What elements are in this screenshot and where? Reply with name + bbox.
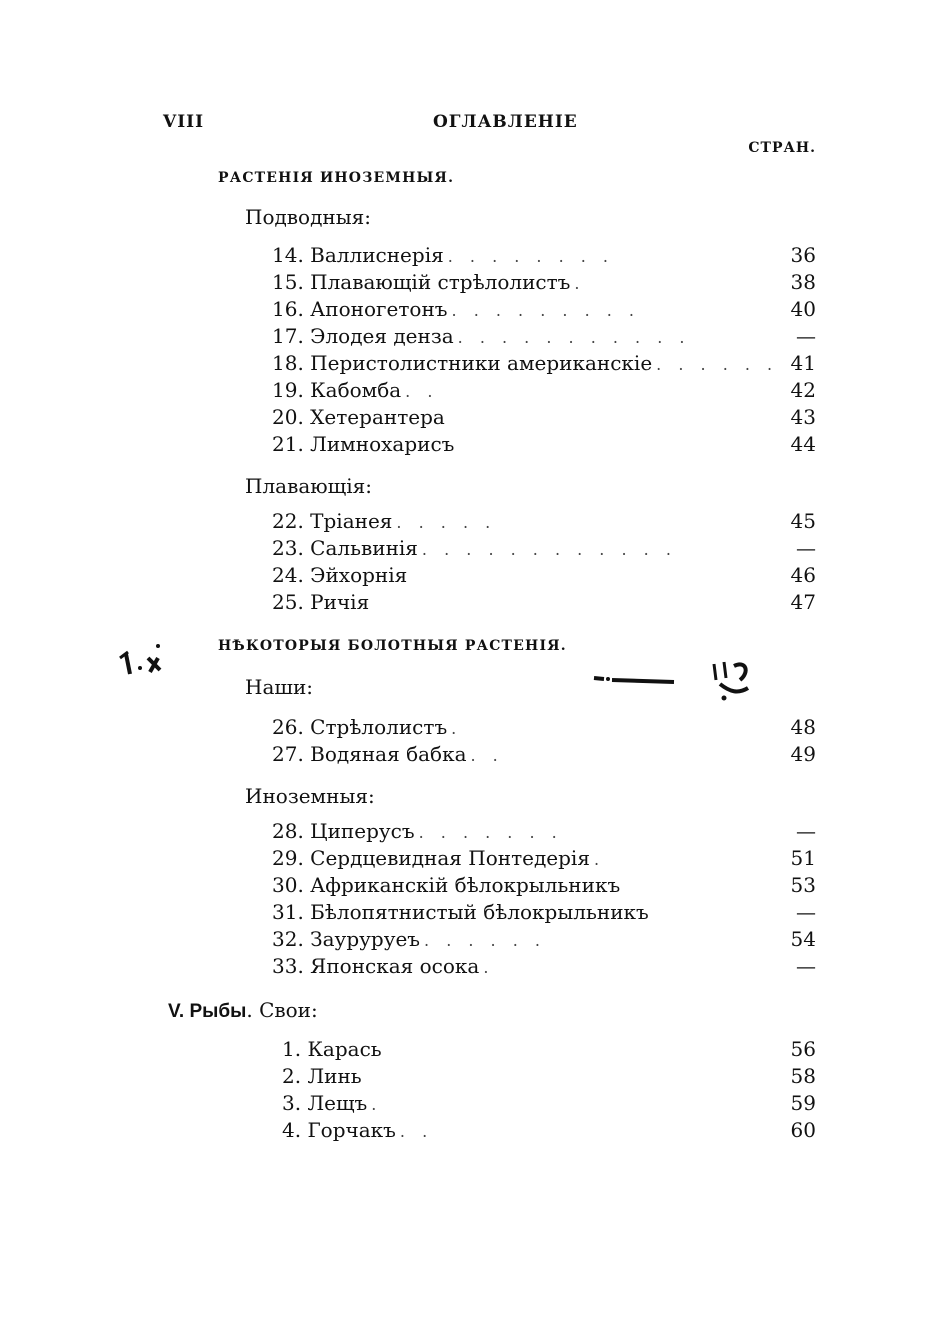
toc-entry [0, 536, 936, 563]
toc-entry [0, 900, 936, 927]
toc-entry [0, 324, 936, 351]
toc-entry [0, 243, 936, 270]
entry-title: 1. Карась [282, 1037, 382, 1061]
entry-title: 21. Лимнохарисъ [272, 432, 455, 456]
handwritten-annotation-right [704, 658, 760, 702]
entry-page: 48 [790, 715, 816, 739]
entry-title: 15. Плавающій стрѣлолистъ [272, 270, 571, 294]
toc-entry [0, 873, 936, 900]
entry-page: 59 [790, 1091, 816, 1115]
entry-title: 23. Сальвинія [272, 536, 418, 560]
entry-page: 54 [790, 927, 816, 951]
entry-page: 42 [790, 378, 816, 402]
leader-dots: . [593, 850, 606, 869]
chapter-subtitle: . Свои: [246, 998, 318, 1022]
toc-entry [0, 432, 936, 459]
toc-entry [0, 563, 936, 590]
entry-page: 56 [790, 1037, 816, 1061]
entry-title: 28. Циперусъ [272, 819, 415, 843]
entry-title: 32. Зауруруеъ [272, 927, 421, 951]
entry-page: — [796, 324, 816, 348]
entry-page: — [796, 900, 816, 924]
entry-title: 14. Валлиснерія [272, 243, 444, 267]
entry-page: 46 [790, 563, 816, 587]
subsection-foreign: Иноземныя: [245, 784, 375, 808]
entry-title: 22. Тріанея [272, 509, 393, 533]
entry-title: 31. Бѣлопятнистый бѣлокрыльникъ [272, 900, 649, 924]
entry-title: 18. Перистолистники американскіе [272, 351, 653, 375]
entry-page: 53 [790, 873, 816, 897]
section-foreign-plants: РАСТЕНІЯ ИНОЗЕМНЫЯ. [218, 170, 455, 186]
entry-page: 51 [790, 846, 816, 870]
subsection-floating: Плавающія: [245, 474, 373, 498]
toc-entry [0, 1064, 936, 1091]
pages-column-label: СТРАН. [748, 140, 816, 156]
leader-dots: . [483, 958, 495, 977]
entry-title: 30. Африканскій бѣлокрыльникъ [272, 873, 621, 897]
leader-dots: . . . . . . . . . . . . [421, 540, 677, 559]
handwritten-dash [590, 668, 680, 690]
entry-page: 41 [790, 351, 816, 375]
entry-page: — [796, 954, 816, 978]
entry-title: 19. Кабомба [272, 378, 402, 402]
chapter-heading [168, 998, 318, 1023]
entry-title: 16. Апоногетонъ [272, 297, 448, 321]
leader-dots: . . . . . . [656, 355, 779, 374]
leader-dots: . [451, 719, 463, 738]
entry-title: 4. Горчакъ [282, 1118, 396, 1142]
folio-number: VIII [163, 112, 205, 132]
leader-dots: . [574, 274, 586, 293]
entry-title: 3. Лещъ [282, 1091, 368, 1115]
entry-page: 40 [790, 297, 816, 321]
toc-entry [0, 927, 936, 954]
entry-title: 29. Сердцевидная Понтедерія [272, 846, 590, 870]
toc-entry [0, 819, 936, 846]
leader-dots: . . . . . . . . . [451, 301, 640, 320]
entry-page: 58 [790, 1064, 816, 1088]
entry-title: 20. Хетерантера [272, 405, 445, 429]
toc-entry [0, 351, 936, 378]
leader-dots: . . . . . . . [418, 823, 563, 842]
leader-dots: . . . . . . . . [447, 247, 615, 266]
toc-entry [0, 846, 936, 873]
subsection-submerged: Подводныя: [245, 205, 372, 229]
toc-entry [0, 1091, 936, 1118]
toc-entry [0, 954, 936, 981]
running-title: ОГЛАВЛЕНІЕ [433, 112, 578, 132]
entry-page: 36 [790, 243, 816, 267]
chapter-label: V. Рыбы [168, 1001, 247, 1022]
toc-entry [0, 590, 936, 617]
entry-page: 47 [790, 590, 816, 614]
entry-page: 43 [790, 405, 816, 429]
entry-page: 49 [790, 742, 816, 766]
entry-title: 17. Элодея денза [272, 324, 454, 348]
toc-entry [0, 297, 936, 324]
leader-dots: . . . . . . [424, 931, 546, 950]
entry-title: 25. Ричія [272, 590, 370, 614]
toc-entry [0, 715, 936, 742]
entry-title: 27. Водяная бабка [272, 742, 467, 766]
toc-entry [0, 509, 936, 536]
entry-page: 38 [790, 270, 816, 294]
toc-entry [0, 742, 936, 769]
toc-entry [0, 1118, 936, 1145]
toc-entry [0, 270, 936, 297]
entry-title: 26. Стрѣлолистъ [272, 715, 448, 739]
toc-entry [0, 1037, 936, 1064]
leader-dots: . [371, 1095, 383, 1114]
entry-page: — [796, 819, 816, 843]
section-marsh-plants: НѢКОТОРЫЯ БОЛОТНЫЯ РАСТЕНІЯ. [218, 638, 567, 654]
entry-title: 24. Эйхорнія [272, 563, 408, 587]
leader-dots: . . [405, 382, 439, 401]
toc-entry [0, 405, 936, 432]
entry-title: 33. Японская осока [272, 954, 480, 978]
leader-dots: . . [399, 1122, 434, 1141]
entry-page: 44 [790, 432, 816, 456]
handwritten-annotation-left [118, 640, 168, 680]
entry-page: 45 [790, 509, 816, 533]
leader-dots: . . . . . . . . . . . [457, 328, 691, 347]
leader-dots: . . . . . [396, 513, 497, 532]
entry-page: — [796, 536, 816, 560]
toc-entry [0, 378, 936, 405]
entry-page: 60 [790, 1118, 816, 1142]
subsection-ours: Наши: [245, 675, 314, 699]
leader-dots: . . [470, 746, 504, 765]
entry-title: 2. Линь [282, 1064, 362, 1088]
